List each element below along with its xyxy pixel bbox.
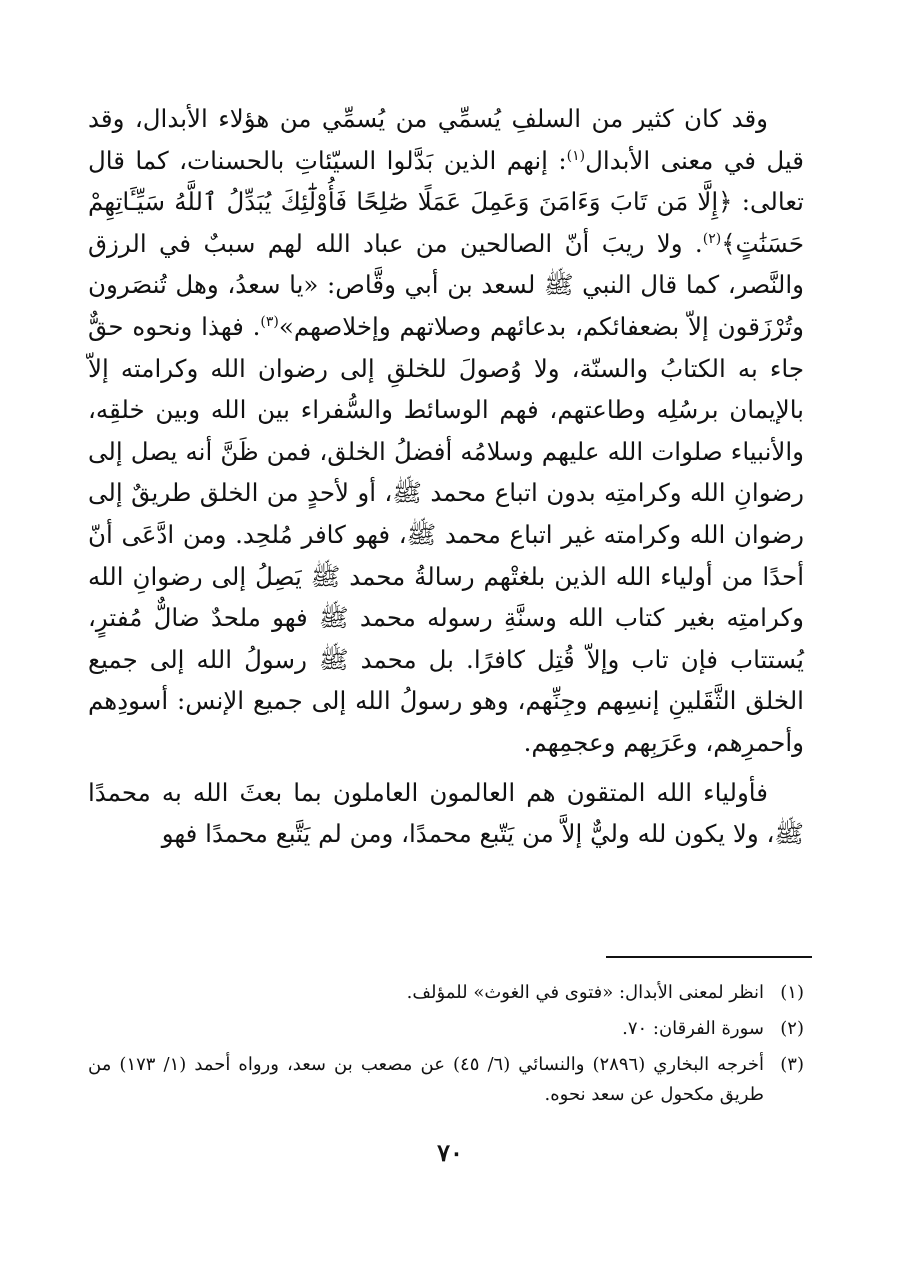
footnote-divider [606,956,812,958]
paragraph-2: فأولياء الله المتقون هم العالمون العاملون بما بعثَ الله به محمدًا ﷺ، ولا يكون لله وليٌّ إلاَّ من يَتّبع محمدًا، ومن لم يَتَّبع محمدًا فهو [88,777,804,849]
footnote-text: انظر لمعنى الأبدال: «فتوى في الغوث» للمؤلف. [406,982,764,1003]
footnote-2 [88,1014,804,1044]
footnote-number: (١) [780,982,804,1003]
footnotes [88,978,804,1116]
footnote-ref-1[interactable]: (١) [566,147,586,164]
paragraph-1 [88,98,804,764]
footnote-ref-2[interactable]: (٢) [702,230,722,247]
footnote-ref-3[interactable]: (٣) [260,313,279,330]
page-number: ٧٠ [437,1138,463,1167]
footnote-text: سورة الفرقان: ٧٠. [622,1018,764,1039]
footnote-number: (٢) [780,1018,804,1039]
main-text [88,98,804,855]
footnote-number: (٣) [780,1054,804,1075]
footnote-text: أخرجه البخاري (٢٨٩٦) والنسائي (٦/ ٤٥) عن مصعب بن سعد، ورواه أحمد (١/ ١٧٣) من طريق مكحول عن سعد نحوه. [88,1054,765,1105]
footnote-3 [88,1050,804,1110]
paragraph-1-part-b: : إنهم الذين بَدَّلوا السيّئاتِ بالحسنات، كما قال تعالى: ﴿إِلَّا مَن تَابَ وَءَامَنَ وَعَمِلَ عَمَلًا صَٰلِحًا فَأُوْلَٰٓئِكَ يُبَدِّلُ ٱللَّهُ سَيِّـَٔاتِهِمْ حَسَنَٰتٍ﴾ [88,145,804,258]
paragraph-1-part-a: وقد كان كثير من السلفِ يُسمِّي من يُسمِّي من هؤلاء الأبدال، وقد قيل في معنى الأبدال [88,104,804,175]
paragraph-1-part-c: . ولا ريبَ أنّ الصالحين من عباد الله لهم سببٌ في الرزق والنَّصر، كما قال النبي ﷺ لسعد بن أبي وقَّاص: «يا سعدُ، وهل تُنصَرون وتُرْزَقون إلاّ بضعفائكم، بدعائهم وصلاتهم وإخلاصهم» [88,228,805,341]
footnote-1 [88,978,804,1008]
paragraph-1-part-d: . فهذا ونحوه حقٌّ جاء به الكتابُ والسنّة، ولا وُصولَ للخلقِ إلى رضوان الله وكرامته إلاّ بالإيمان برسُلِه وطاعتهم، فهم الوسائط والسُّفراء بين الله وبين خلقِه، والأنبياء صلوات الله عليهم وسلامُه أفضلُ الخلق، فمن ظَنَّ أنه يصل إلى رضوانِ الله وكرامتِه بدون اتباع محمد ﷺ، أو لأحدٍ من الخلق طريقٌ إلى رضوان الله وكرامته غير اتباع محمد ﷺ، فهو كافر مُلحِد. ومن ادَّعَى أنّ أحدًا من أولياء الله الذين بلغتْهم رسالةُ محمد ﷺ يَصِلُ إلى رضوانِ الله وكرامتِه بغير كتاب الله وسنَّةِ رسوله محمد ﷺ فهو ملحدٌ ضالٌّ مُفترٍ، يُستتاب فإن تاب وإلاّ قُتِل كافرًا. بل محمد ﷺ رسولُ الله إلى جميع الخلق الثَّقَلينِ إنسِهم وجِنِّهم، وهو رسولُ الله إلى جميع الإنس: أسودِهم وأحمرِهم، وعَرَبِهم وعجمِهم. [88,311,804,757]
